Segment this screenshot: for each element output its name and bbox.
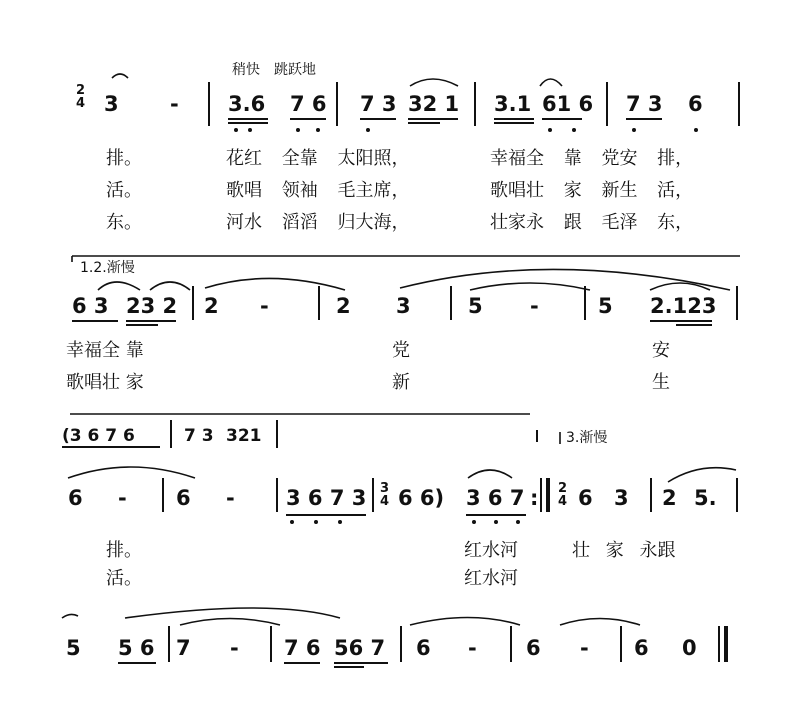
note: 6 <box>526 636 541 660</box>
time-signature: 3 4 <box>380 481 390 509</box>
volta-ending-3: 3.渐慢 <box>566 430 608 446</box>
note: 5 <box>598 294 613 318</box>
barline <box>540 478 542 512</box>
note-dash: - <box>468 636 477 660</box>
note: 6 <box>634 636 649 660</box>
barline-final <box>724 626 728 662</box>
lyric-verse: 幸福全 靠 党安 排， <box>490 148 694 169</box>
barline <box>192 286 194 320</box>
octave-dot <box>248 128 252 132</box>
beam-line <box>494 118 534 120</box>
barline <box>718 626 720 662</box>
barline <box>474 82 476 126</box>
note: 3 <box>104 92 119 116</box>
beam-line <box>334 662 388 664</box>
lyric-verse: 花红 全靠 太阳照， <box>226 148 410 169</box>
note: 6 <box>688 92 703 116</box>
barline <box>650 478 652 512</box>
note: 2 <box>336 294 351 318</box>
lyric-verse: 幸福全 靠 <box>66 340 144 361</box>
barline <box>738 82 740 126</box>
lyric-verse: 生 <box>652 372 670 393</box>
octave-dot <box>472 520 476 524</box>
note-dash: - <box>118 486 127 510</box>
beam-line <box>290 118 326 120</box>
octave-dot <box>694 128 698 132</box>
note: 6 6) <box>398 486 445 510</box>
beam-line <box>360 118 396 120</box>
barline <box>336 82 338 126</box>
lyric-verse: 歌唱壮 家 新生 活， <box>490 180 694 201</box>
octave-dot <box>516 520 520 524</box>
barline-double <box>546 478 550 512</box>
instrumental-notes: 321 <box>226 426 262 446</box>
note: 32 1 <box>408 92 460 116</box>
beam-line <box>676 324 712 326</box>
note: 61 6 <box>542 92 594 116</box>
lyric-verse: 活。 <box>106 180 142 201</box>
octave-dot <box>494 520 498 524</box>
note: 56 7 <box>334 636 386 660</box>
lyric-verse: 安 <box>652 340 670 361</box>
barline <box>400 626 402 662</box>
note: 6 <box>416 636 431 660</box>
beam-line <box>118 662 156 664</box>
repeat-sign: : <box>530 486 539 510</box>
barline <box>536 430 538 442</box>
tempo-marking: 稍快 跳跃地 <box>232 62 316 78</box>
note: 6 3 <box>72 294 109 318</box>
beam-line <box>542 118 582 120</box>
note-dash: - <box>260 294 269 318</box>
volta-ending-1-2: 1.2.渐慢 <box>80 260 135 276</box>
note: 23 2 <box>126 294 178 318</box>
barline <box>606 82 608 126</box>
beam-line <box>228 118 268 120</box>
barline <box>584 286 586 320</box>
lyric-verse: 东。 <box>106 212 142 233</box>
lyric-verse: 壮家永 跟 毛泽 东， <box>490 212 694 233</box>
beam-line <box>626 118 662 120</box>
barline <box>318 286 320 320</box>
octave-dot <box>338 520 342 524</box>
note: 7 6 <box>284 636 321 660</box>
note: 5 <box>66 636 81 660</box>
barline <box>450 286 452 320</box>
lyric-verse: 壮 家 永跟 <box>572 540 676 561</box>
beam-line <box>408 118 458 120</box>
note: 2.123 <box>650 294 717 318</box>
note-dash: - <box>226 486 235 510</box>
note: 3.1 <box>494 92 532 116</box>
beam-line <box>228 122 268 124</box>
octave-dot <box>316 128 320 132</box>
note: 3 6 7 3 <box>286 486 367 510</box>
octave-dot <box>366 128 370 132</box>
note-dash: - <box>170 92 179 116</box>
beam-line <box>72 320 118 322</box>
barline <box>510 626 512 662</box>
barline <box>170 420 172 448</box>
note-dash: - <box>230 636 239 660</box>
beam-line <box>466 514 526 516</box>
beam-line <box>126 320 176 322</box>
barline <box>270 626 272 662</box>
lyric-verse: 歌唱壮 家 <box>66 372 144 393</box>
lyric-verse: 党 <box>392 340 410 361</box>
beam-line <box>408 122 440 124</box>
note: 5 6 <box>118 636 155 660</box>
note: 3 <box>614 486 629 510</box>
octave-dot <box>632 128 636 132</box>
lyric-verse: 活。 <box>106 568 142 589</box>
beam-line <box>334 666 364 668</box>
note: 3.6 <box>228 92 266 116</box>
note: 6 <box>578 486 593 510</box>
beam-line <box>62 446 160 448</box>
lyric-verse: 排。 <box>106 540 142 561</box>
beam-line <box>286 514 366 516</box>
barline <box>620 626 622 662</box>
barline <box>736 478 738 512</box>
barline <box>208 82 210 126</box>
octave-dot <box>572 128 576 132</box>
octave-dot <box>314 520 318 524</box>
barline <box>168 626 170 662</box>
time-signature: 2 4 <box>76 83 86 111</box>
lyric-verse: 河水 滔滔 归大海， <box>226 212 410 233</box>
octave-dot <box>296 128 300 132</box>
note: 5. <box>694 486 717 510</box>
note: 3 <box>396 294 411 318</box>
lyric-verse: 排。 <box>106 148 142 169</box>
octave-dot <box>290 520 294 524</box>
note: 3 6 7 <box>466 486 525 510</box>
octave-dot <box>234 128 238 132</box>
note: 7 <box>176 636 191 660</box>
lyric-verse: 红水河 <box>464 568 518 589</box>
beam-line <box>494 122 534 124</box>
beam-line <box>284 662 320 664</box>
note-dash: - <box>580 636 589 660</box>
note: 7 3 <box>360 92 397 116</box>
instrumental-notes: 7 3 <box>184 426 214 446</box>
note: 5 <box>468 294 483 318</box>
note: 7 6 <box>290 92 327 116</box>
note-dash: - <box>530 294 539 318</box>
lyric-verse: 新 <box>392 372 410 393</box>
barline <box>372 478 374 512</box>
beam-line <box>650 320 712 322</box>
note: 2 <box>204 294 219 318</box>
octave-dot <box>548 128 552 132</box>
barline <box>276 420 278 448</box>
time-signature: 2 4 <box>558 481 568 509</box>
lyric-verse: 歌唱 领袖 毛主席， <box>226 180 410 201</box>
note: 6 <box>68 486 83 510</box>
beam-line <box>126 324 158 326</box>
instrumental-notes: (3 6 7 6 <box>62 426 135 446</box>
barline <box>162 478 164 512</box>
lyric-verse: 红水河 <box>464 540 518 561</box>
note: 2 <box>662 486 677 510</box>
barline <box>736 286 738 320</box>
note: 0 <box>682 636 697 660</box>
note: 7 3 <box>626 92 663 116</box>
note: 6 <box>176 486 191 510</box>
barline <box>276 478 278 512</box>
